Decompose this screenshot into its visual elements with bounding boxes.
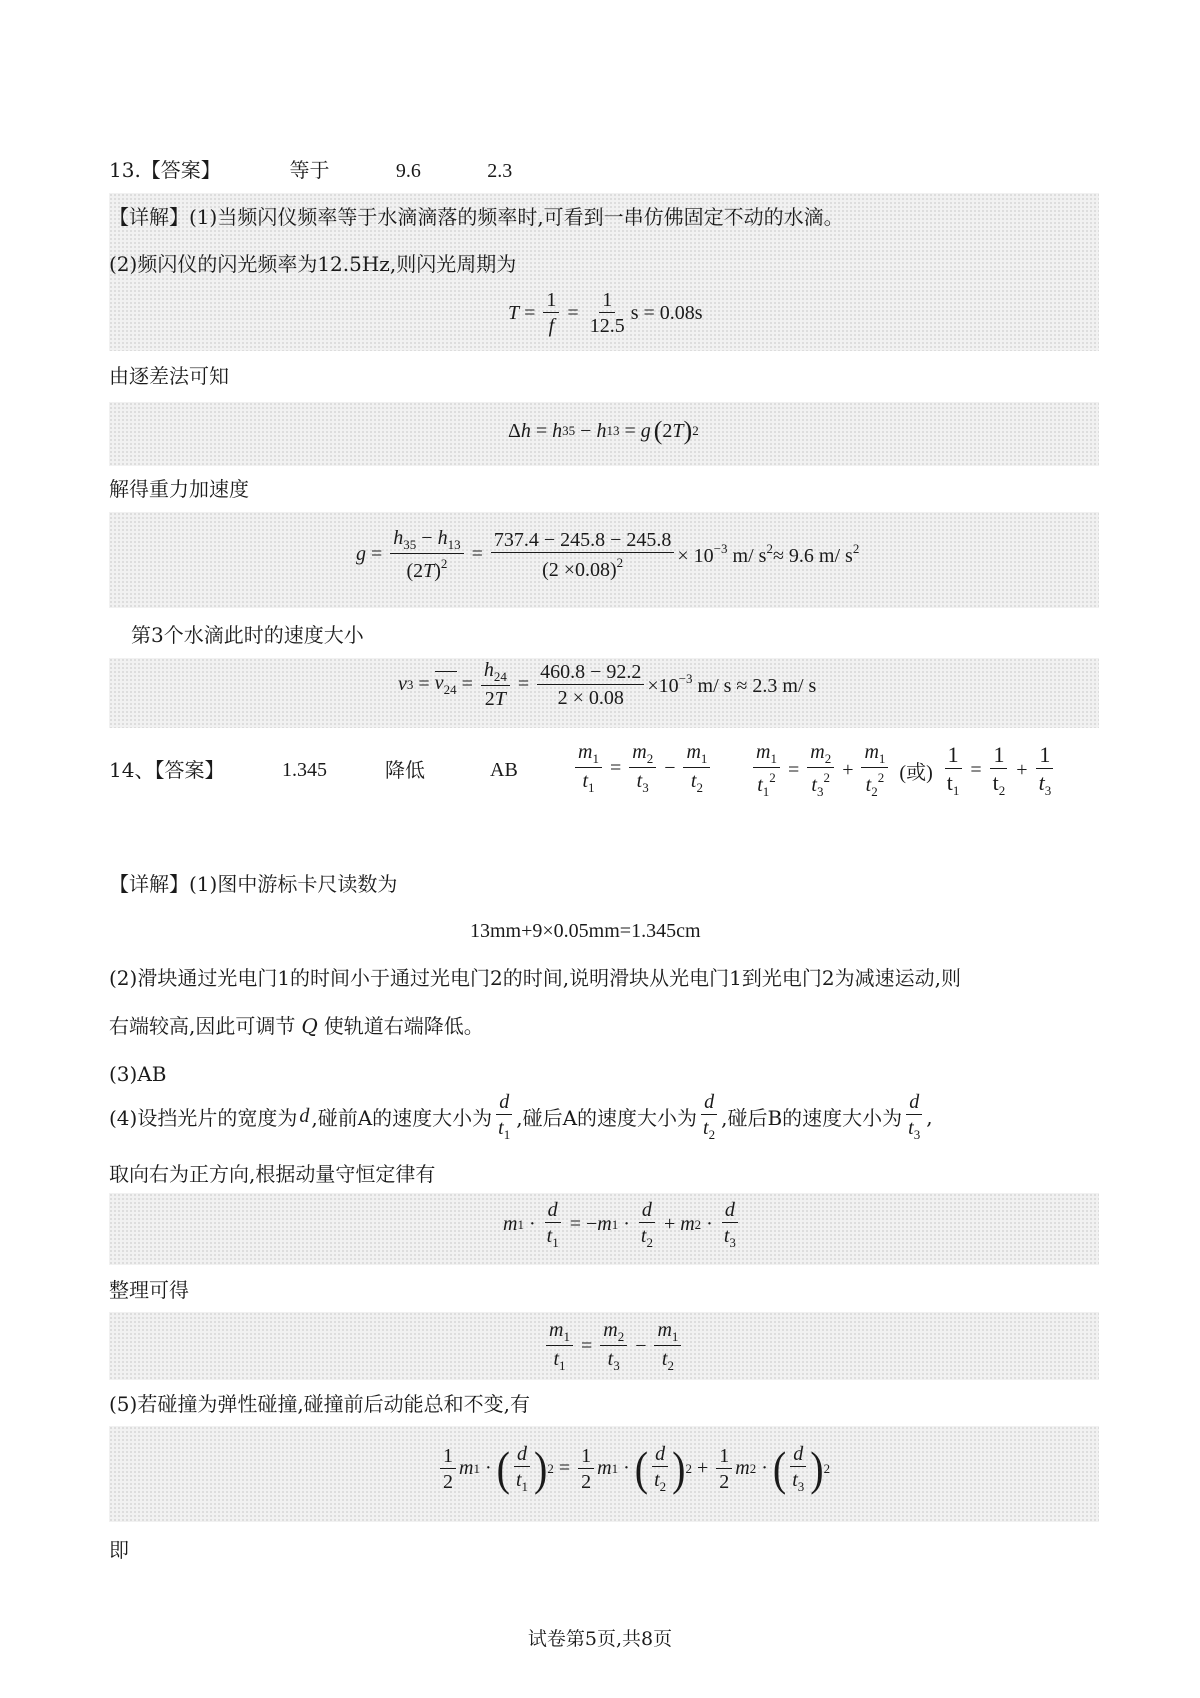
q14-detail-4: (4)设挡光片的宽度为 d ,碰前A的速度大小为 $\frac{d}{t_1}$ ,碰后A的速度大小为 $\frac{d}{t_2}$ ,碰后B的速度大小为 $\frac{d}{t_3}$ , bbox=[109, 1091, 933, 1142]
formula-gravity: g = $\frac{h_{35} - h_{13}}{(2T)^2}$ = $\frac{737.4 - 245.8 - 245.8}{(2 \times 0.08)^2}$ × $10^{-3}$ m/ $s^2\approx 9.6$ m/ $s^2$ bbox=[356, 527, 860, 582]
q14-detail-2b: 右端较高,因此可调节 Q 使轨道右端降低。 bbox=[109, 1014, 484, 1038]
formula-energy-conservation: $\frac{1}{2}$ m 1 · ( $\frac{d}{t_1}$ ) 2 = $\frac{1}{2}$ m 1 · ( $\frac{d}{t_2}$ ) 2 + $\frac{1}{2}$ m 2 · ( $\frac{d}{t_3}$ ) 2 bbox=[437, 1444, 830, 1493]
q13-answer-1: 等于 bbox=[289, 158, 330, 182]
q14-detail-5: (5)若碰撞为弹性碰撞,碰撞前后动能总和不变,有 bbox=[109, 1392, 531, 1416]
page-footer: 试卷第5页,共8页 bbox=[527, 1628, 673, 1650]
q14-detail-3: (3)AB bbox=[109, 1062, 167, 1086]
q13-detail-1: 【详解】(1)当频闪仪频率等于水滴滴落的频率时,可看到一串仿佛固定不动的水滴。 bbox=[109, 205, 844, 229]
q13-answer-2: 9.6 bbox=[395, 160, 421, 182]
q14-alt-label: (或) bbox=[899, 761, 933, 784]
q13-text-v3: 第3个水滴此时的速度大小 bbox=[131, 623, 364, 647]
q14-answer-3: AB bbox=[490, 759, 518, 781]
q13-text-g: 解得重力加速度 bbox=[109, 477, 249, 501]
q13-text-diff: 由逐差法可知 bbox=[109, 364, 229, 388]
formula-period: T = $\frac{1}{f}$ = $\frac{1}{12.5}$ s = 0.08s bbox=[508, 289, 703, 337]
formula-difference: Δ h = h 35 − h 13 = g ( 2 T ) 2 bbox=[508, 416, 699, 445]
q14-label: 14、【答案】 bbox=[109, 758, 225, 782]
q13-label: 13.【答案】 bbox=[109, 158, 221, 182]
formula-arranged: $\frac{m_1}{t_1}$ = $\frac{m_2}{t_3}$ − $\frac{m_1}{t_2}$ bbox=[543, 1320, 684, 1372]
q14-detail-1: 【详解】(1)图中游标卡尺读数为 bbox=[109, 872, 398, 896]
formula-velocity: v 3 = $v_{24}$ = $\frac{h_{24}}{2T}$ = $\frac{460.8 - 92.2}{2 \times 0.08}$ $\times 10^{-3}$ m/ s ≈ 2.3 m/ s bbox=[398, 659, 817, 710]
q14-answer-formula-momentum: $\frac{m_1}{t_1}$ = $\frac{m_2}{t_3}$ − $\frac{m_1}{t_2}$ bbox=[572, 742, 713, 794]
q14-answer-formula-energy: $\frac{m_1}{t_1^2}$ = $\frac{m_2}{t_3^2}$ + $\frac{m_1}{t_2^2}$ (或) $\frac{1}{t_1}$ = $\frac{1}{t_2}$ + $\frac{1}{t_3}$ bbox=[750, 742, 1057, 798]
q14-text-ji: 即 bbox=[109, 1538, 129, 1562]
q14-detail-4-line2: 取向右为正方向,根据动量守恒定律有 bbox=[109, 1162, 436, 1186]
q14-answer-2: 降低 bbox=[385, 758, 425, 782]
q14-answer-1: 1.345 bbox=[282, 759, 327, 781]
q14-text-arrange: 整理可得 bbox=[109, 1278, 189, 1302]
q13-answer-line bbox=[109, 156, 512, 185]
q14-caliper-reading: 13mm+9×0.05mm=1.345cm bbox=[470, 920, 701, 942]
formula-momentum-conservation: m 1 · $\frac{d}{t_1}$ = − m 1 · $\frac{d}{t_2}$ + m 2 · $\frac{d}{t_3}$ bbox=[503, 1199, 736, 1250]
q13-detail-2: (2)频闪仪的闪光频率为12.5Hz,则闪光周期为 bbox=[109, 252, 517, 276]
q13-answer-3: 2.3 bbox=[487, 160, 513, 182]
q14-detail-2a: (2)滑块通过光电门1的时间小于通过光电门2的时间,说明滑块从光电门1到光电门2为减速运动,则 bbox=[109, 966, 961, 990]
